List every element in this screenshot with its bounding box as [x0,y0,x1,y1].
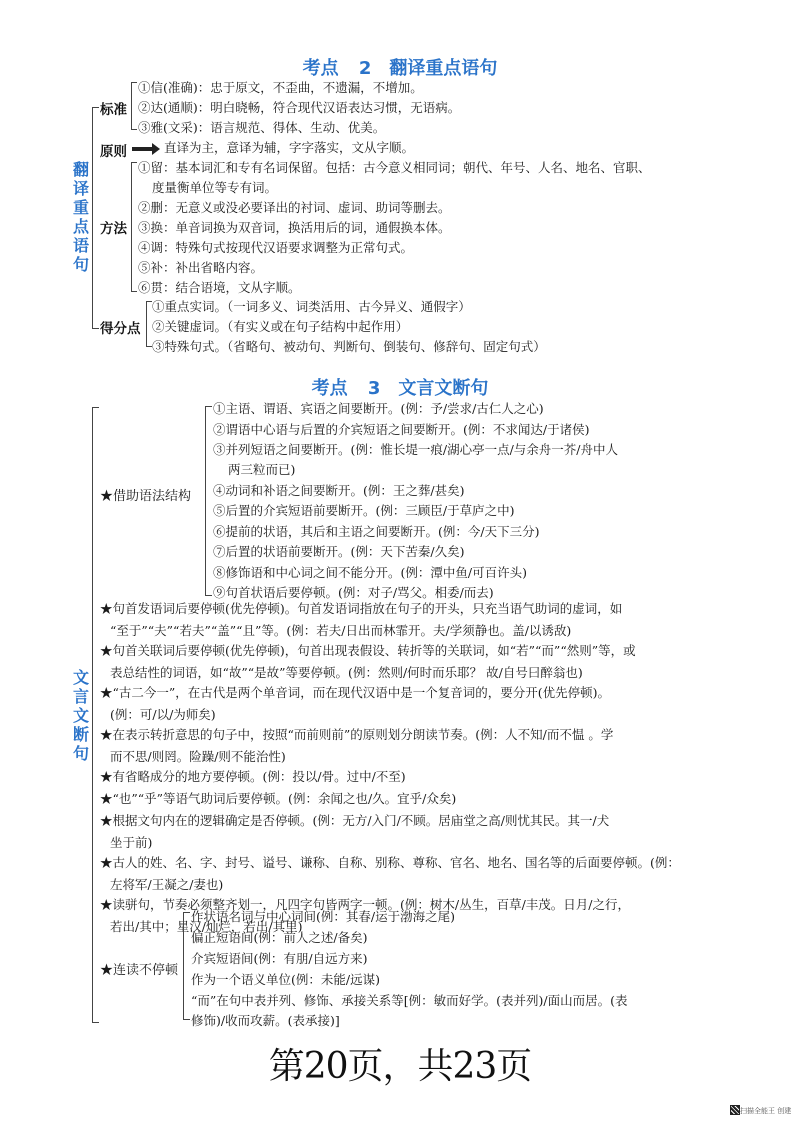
qr-code-icon [730,1105,740,1115]
vlabel-char: 句 [72,255,89,274]
method-item: 度量衡单位等专有词。 [152,180,278,195]
vlabel-char: 语 [72,236,89,255]
principle-label: 原则 [100,144,127,160]
vlabel-char: 言 [72,687,89,706]
standard-brace [131,82,137,130]
vlabel-char: 翻 [72,160,89,179]
rule-block [100,766,800,788]
vlabel-char: 断 [72,725,89,744]
points-item: ①重点实词。（一词多义、词类活用、古今异义、通假字） [152,299,471,314]
method-item: ⑥贯：结合语境，文从字顺。 [138,280,301,295]
grammar-item: ⑦后置的状语前要断开。(例：天下苦秦/久矣) [213,544,465,559]
vlabel-char: 句 [72,744,89,763]
rule-line: ★有省略成分的地方要停顿。(例：投以/骨。过中/不至) [100,769,406,784]
vlabel-char: 文 [72,668,89,687]
grammar-item: ⑤后置的介宾短语前要断开。(例：三顾臣/于草庐之中) [213,503,515,518]
rule-line: ★古人的姓、名、字、封号、谥号、谦称、自称、别称、尊称、官名、地名、国名等的后面要停顿。(例： [100,855,680,870]
section2-title: 考点 2 翻译重点语句 [302,58,498,79]
rule-line: ★句首关联词后要停顿(优先停顿)，句首出现表假设、转折等的关联词，如“若”“而”“然则”等，或 [100,643,636,658]
section2-main-brace [92,107,99,329]
standard-item: ②达(通顺)：明白晓畅，符合现代汉语表达习惯，无语病。 [138,100,461,115]
standard-item: ③雅(文采)：语言规范、得体、生动、优美。 [138,120,386,135]
rule-block [100,724,800,767]
continuous-item: 介宾短语间(例：有朋/自远方来) [191,951,368,966]
continuous-item: 作为一个语义单位(例：未能/远谋) [191,972,380,987]
method-item: ②删：无意义或没必要译出的衬词、虚词、助词等删去。 [138,200,451,215]
method-item: ③换：单音词换为双音词，换活用后的词，通假换本体。 [138,220,451,235]
watermark-text: 扫描全能王 创建 [740,1107,792,1115]
section3-vertical-label [70,668,92,763]
arrow-icon [132,147,154,151]
continuous-item: 作状语名词与中心词间(例：其春/运于渤海之尾) [191,909,455,924]
grammar-item: ②谓语中心语与后置的介宾短语之间要断开。(例：不求闻达/于诸侯) [213,422,590,437]
points-label: 得分点 [100,321,141,337]
rule-line: 左将军/王凝之/妻也) [110,876,224,892]
rule-line: 若出/其中；星汉/灿烂，若出/其里) [110,918,303,934]
rule-line: (例：可/以/为师矣) [110,706,216,722]
section2-vertical-label [70,160,92,274]
grammar-item: ④动词和补语之间要断开。(例：王之葬/甚矣) [213,483,465,498]
rule-block [100,810,800,853]
grammar-item: ⑨句首状语后要停顿。(例：对子/骂父。相委/而去) [213,585,494,600]
rule-block [100,788,800,810]
points-item: ②关键虚词。（有实义或在句子结构中起作用） [152,319,409,334]
continuous-item: 偏正短语间(例：前人之述/备矣) [191,930,368,945]
method-brace [131,162,137,292]
method-item: ①留：基本词汇和专有名词保留。包括：古今意义相同词；朝代、年号、人名、地名、官职、 [138,160,651,175]
method-item: ⑤补：补出省略内容。 [138,260,264,275]
points-item: ③特殊句式。（省略句、被动句、判断句、倒装句、修辞句、固定句式） [152,339,546,354]
method-item: ④调：特殊句式按现代汉语要求调整为正常句式。 [138,240,414,255]
grammar-item: 两三粒而已) [228,462,296,477]
rule-block [100,640,800,683]
grammar-item: ①主语、谓语、宾语之间要断开。(例：予/尝求/古仁人之心) [213,401,544,416]
continuous-item: “而”在句中表并列、修饰、承接关系等[例：敏而好学。(表并列)/面山而居。(表 [191,993,628,1008]
section3-title: 考点 3 文言文断句 [311,378,489,399]
rule-line: 表总结性的词语，如“故”“是故”等要停顿。(例：然则/何时而乐耶？ 故/自号曰醉翁也) [110,664,583,680]
rule-line: “至于”“夫”“若夫”“盖”“且”等。(例：若夫/日出而林霏开。夫/学须静也。盖/以诱敌) [110,622,572,638]
grammar-label: ★借助语法结构 [100,489,192,504]
rule-line: ★句首发语词后要停顿(优先停顿)。句首发语词指放在句子的开头，只充当语气助词的虚词，如 [100,601,623,616]
rule-line: 坐于前) [110,834,153,850]
rule-line: 而不思/则罔。险躁/则不能治性) [110,748,286,764]
rule-line: ★“也”“乎”等语气助词后要停顿。(例：余闻之也/久。宜乎/众矣) [100,791,457,806]
continuous-brace [183,912,190,1020]
continuous-item: 修饰)/收而攻薪。(表承接)] [191,1013,340,1028]
continuous-label: ★连读不停顿 [100,963,179,978]
vlabel-char: 文 [72,706,89,725]
page-number: 第20页，共23页 [268,1046,532,1087]
grammar-item: ⑥提前的状语，其后和主语之间要断开。(例：今/天下三分) [213,524,540,539]
principle-text: 直译为主，意译为辅，字字落实，文从字顺。 [164,140,415,155]
vlabel-char: 译 [72,179,89,198]
section3-main-brace [92,407,99,1023]
method-label: 方法 [100,221,127,237]
vlabel-char: 重 [72,198,89,217]
rule-line: ★“古二今一”，在古代是两个单音词，而在现代汉语中是一个复音词的，要分开(优先停顿)。 [100,685,611,700]
grammar-item: ⑧修饰语和中心词之间不能分开。(例：潭中鱼/可百许头) [213,565,527,580]
rule-block [100,598,800,641]
rule-block [100,852,800,895]
rule-block [100,682,800,725]
vlabel-char: 点 [72,217,89,236]
grammar-brace [205,406,212,596]
rule-line: ★读骈句，节奏必须整齐划一，凡四字句皆两字一顿。(例：树木/丛生，百草/丰茂。日月/之行， [100,897,631,912]
standard-label: 标准 [100,102,127,118]
rule-line: ★在表示转折意思的句子中，按照“而前则前”的原则划分朗读节奏。(例：人不知/而不愠 。学 [100,727,614,742]
grammar-item: ③并列短语之间要断开。(例：惟长堤一痕/湖心亭一点/与余舟一芥/舟中人 [213,442,619,457]
rule-line: ★根据文句内在的逻辑确定是否停顿。(例：无方/入门/不顾。居庙堂之高/则忧其民。其一/犬 [100,813,610,828]
standard-item: ①信(准确)：忠于原文，不歪曲，不遗漏，不增加。 [138,80,423,95]
